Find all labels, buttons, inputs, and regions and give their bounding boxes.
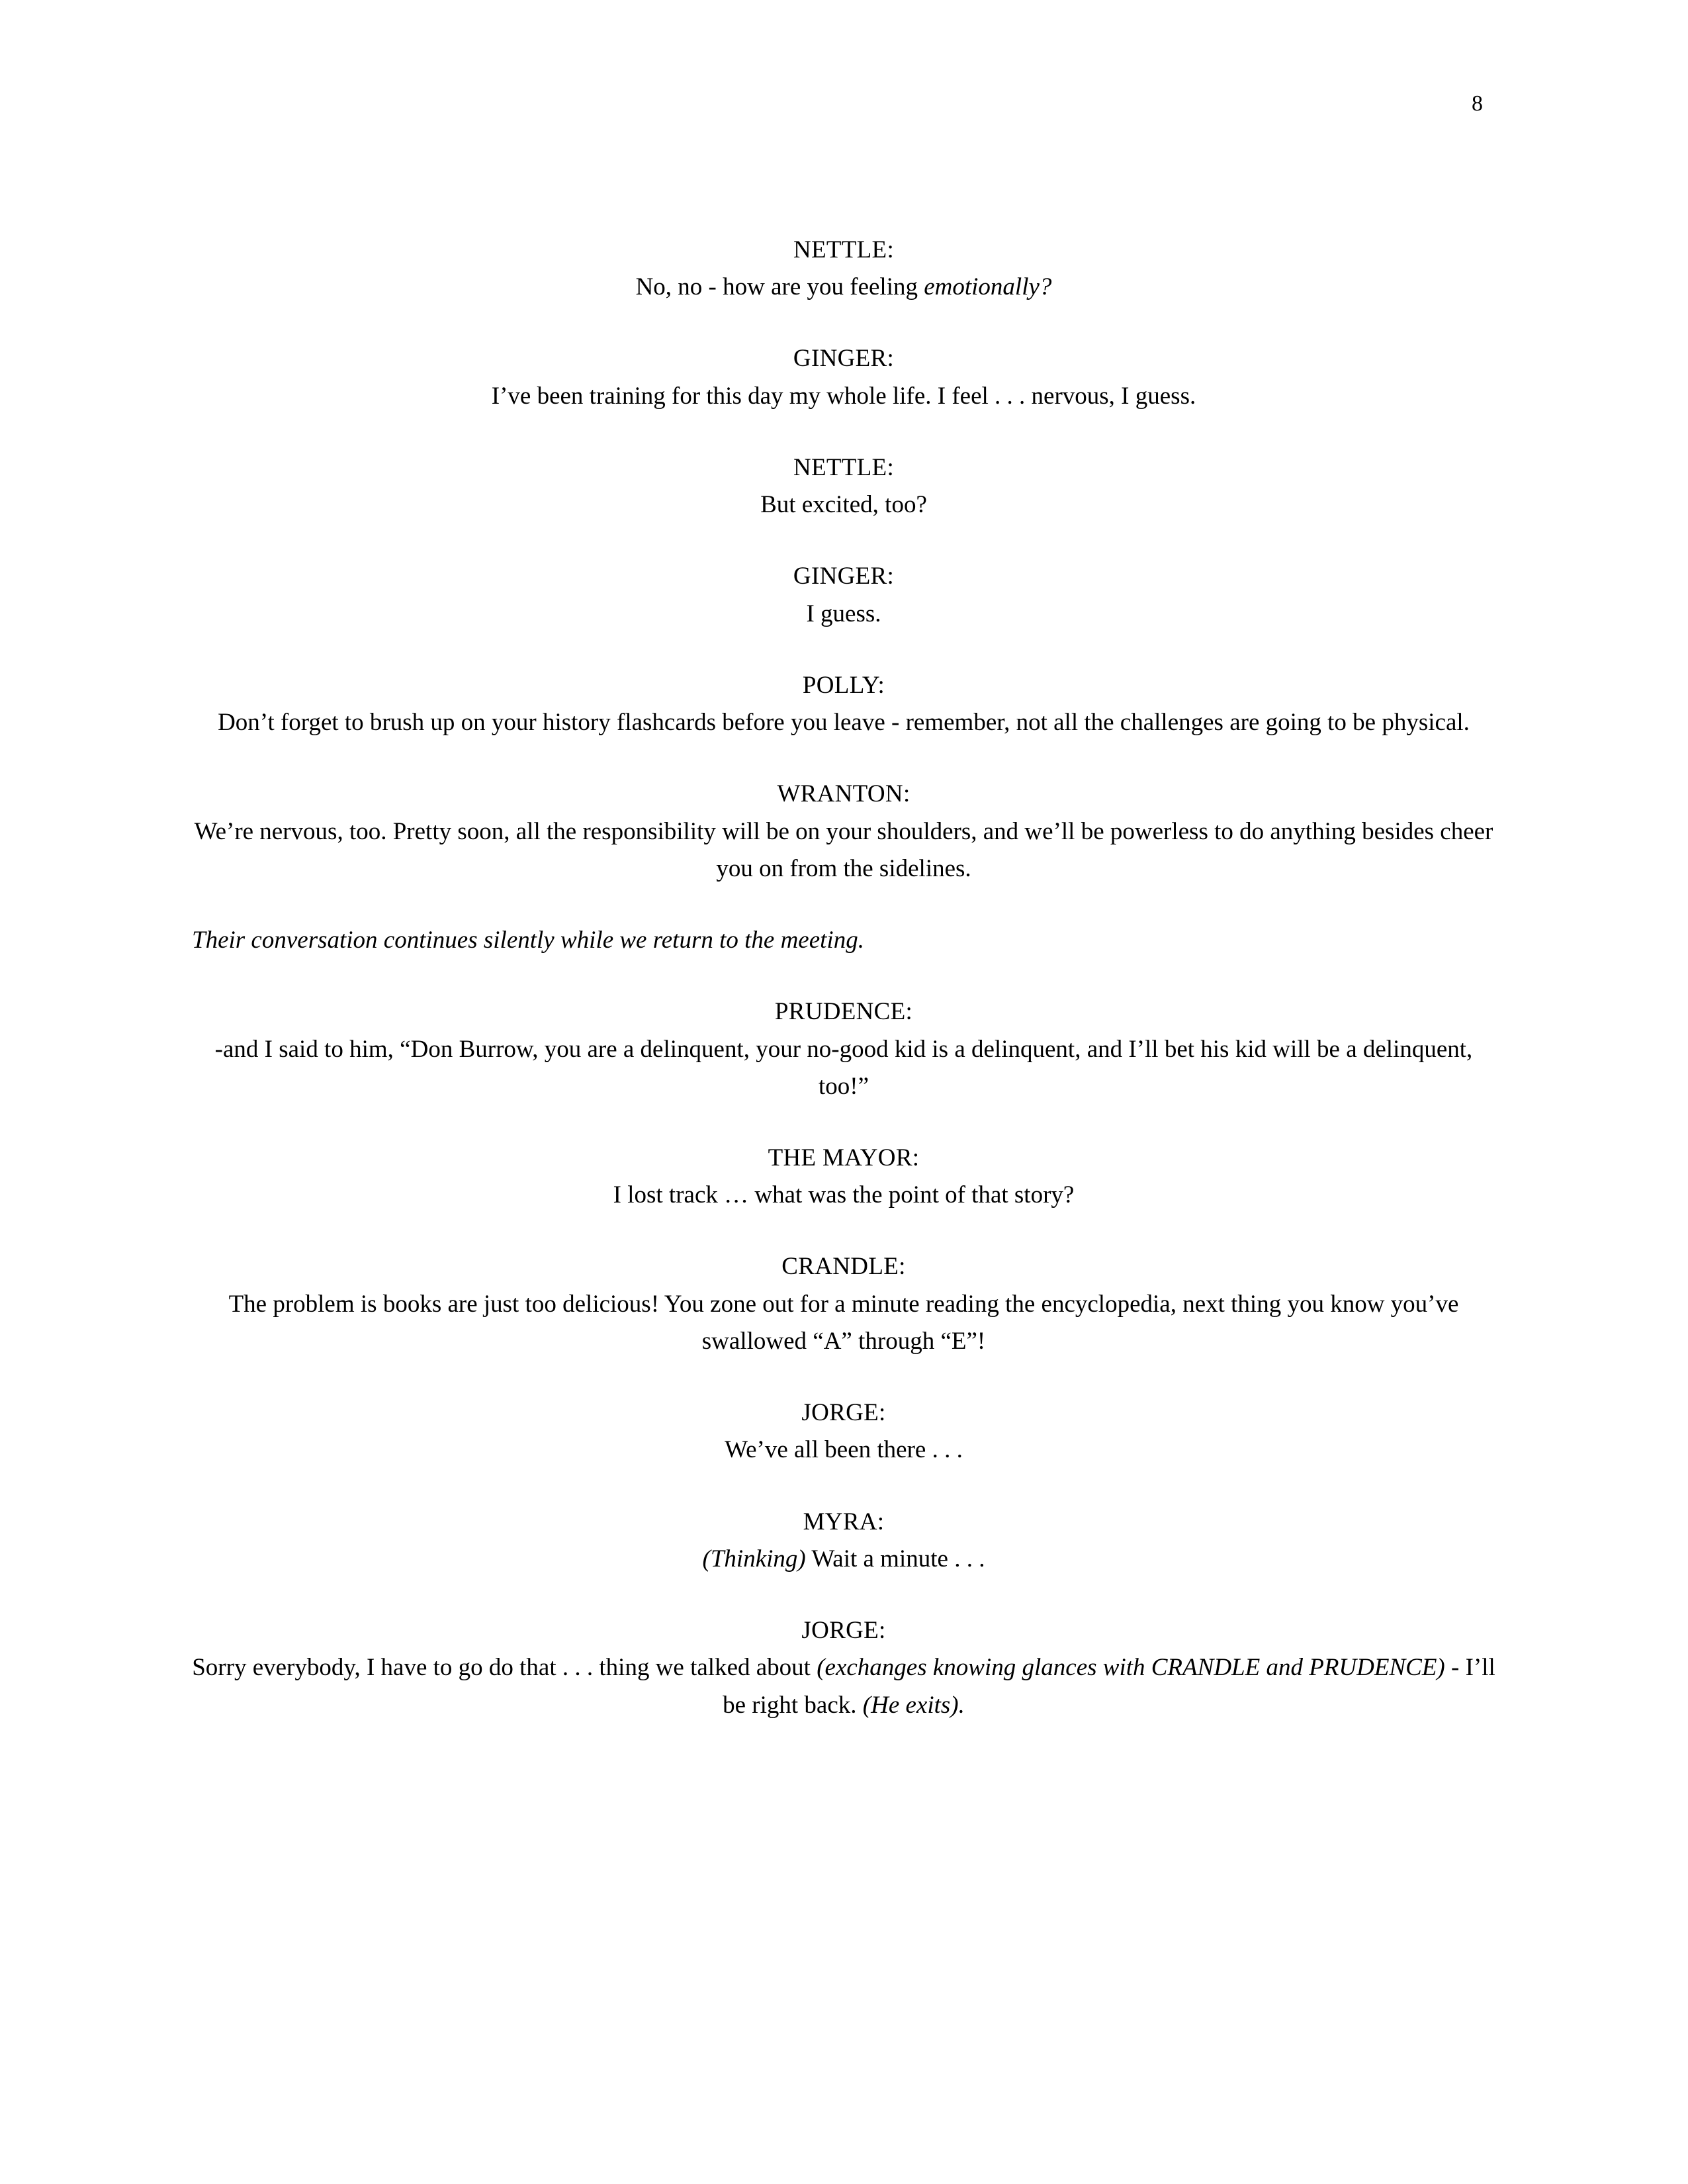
block-spacer	[192, 887, 1495, 922]
dialogue-line: -and I said to him, “Don Burrow, you are a delinquent, your no-good kid is a delinquent, and I’ll bet his kid will be a delinquent, too!”	[214, 1035, 1473, 1100]
dialogue-text-tail: - I’ll be right back.	[723, 1654, 1495, 1719]
speaker-name: JORGE:	[801, 1399, 886, 1427]
dialogue-line: I lost track … what was the point of that story?	[613, 1181, 1075, 1209]
dialogue-line	[192, 1541, 1495, 1578]
dialogue-line: The problem is books are just too delicious! You zone out for a minute reading the encyclopedia, next thing you know you’ve swallowed “A” through “E”!	[228, 1290, 1459, 1355]
page-number: 8	[1472, 91, 1483, 116]
dialogue-line: I guess.	[806, 600, 881, 627]
dialogue-line: But excited, too?	[760, 491, 927, 519]
block-spacer	[192, 415, 1495, 449]
dialogue-line: I’ve been training for this day my whole life. I feel . . . nervous, I guess.	[491, 382, 1196, 410]
speaker-name: GINGER:	[793, 345, 895, 373]
block-spacer	[192, 633, 1495, 667]
screenplay-body	[192, 232, 1495, 1724]
block-spacer	[192, 1469, 1495, 1504]
dialogue-block	[192, 1140, 1495, 1214]
block-spacer	[192, 523, 1495, 558]
dialogue-text-tail: Wait a minute . . .	[805, 1545, 985, 1572]
dialogue-block	[192, 776, 1495, 887]
dialogue-block	[192, 667, 1495, 741]
block-spacer	[192, 741, 1495, 776]
speaker-name: WRANTON:	[777, 780, 911, 808]
speaker-name: CRANDLE:	[781, 1253, 906, 1281]
dialogue-block	[192, 1504, 1495, 1578]
stage-direction: Their conversation continues silently while we return to the meeting.	[192, 927, 864, 954]
dialogue-emphasis: (exchanges knowing glances with CRANDLE and PRUDENCE)	[817, 1654, 1445, 1682]
dialogue-line: We’re nervous, too. Pretty soon, all the responsibility will be on your shoulders, and we’ll be powerless to do anything besides cheer you on from the sidelines.	[194, 817, 1493, 882]
block-spacer	[192, 306, 1495, 340]
block-spacer	[192, 1214, 1495, 1248]
dialogue-block	[192, 1612, 1495, 1724]
block-spacer	[192, 1105, 1495, 1140]
block-spacer	[192, 1360, 1495, 1394]
dialogue-block	[192, 1248, 1495, 1360]
speaker-name: JORGE:	[801, 1617, 886, 1645]
dialogue-block	[192, 340, 1495, 414]
speaker-name: MYRA:	[803, 1508, 885, 1535]
speaker-name: NETTLE:	[793, 453, 895, 481]
dialogue-block	[192, 558, 1495, 632]
dialogue-block	[192, 1394, 1495, 1469]
stage-direction-block	[192, 922, 1495, 959]
speaker-name: PRUDENCE:	[774, 998, 913, 1026]
speaker-name: NETTLE:	[793, 236, 895, 263]
dialogue-exit-tag: (He exits).	[862, 1691, 965, 1719]
block-spacer	[192, 1578, 1495, 1612]
speaker-name: POLLY:	[802, 671, 885, 699]
dialogue-line	[192, 269, 1495, 306]
speaker-name: GINGER:	[793, 563, 895, 590]
speaker-name: THE MAYOR:	[768, 1144, 920, 1171]
dialogue-emphasis: emotionally?	[924, 273, 1052, 301]
dialogue-line	[192, 1649, 1495, 1723]
dialogue-block	[192, 232, 1495, 306]
dialogue-line: Don’t forget to brush up on your history flashcards before you leave - remember, not all the challenges are going to be physical.	[218, 709, 1470, 737]
block-spacer	[192, 959, 1495, 993]
dialogue-text: No, no - how are you feeling	[635, 273, 924, 301]
dialogue-line: We’ve all been there . . .	[725, 1436, 963, 1464]
dialogue-block	[192, 993, 1495, 1105]
dialogue-block	[192, 449, 1495, 523]
dialogue-text: Sorry everybody, I have to go do that . . . thing we talked about	[192, 1654, 817, 1682]
dialogue-emphasis: (Thinking)	[702, 1545, 806, 1572]
